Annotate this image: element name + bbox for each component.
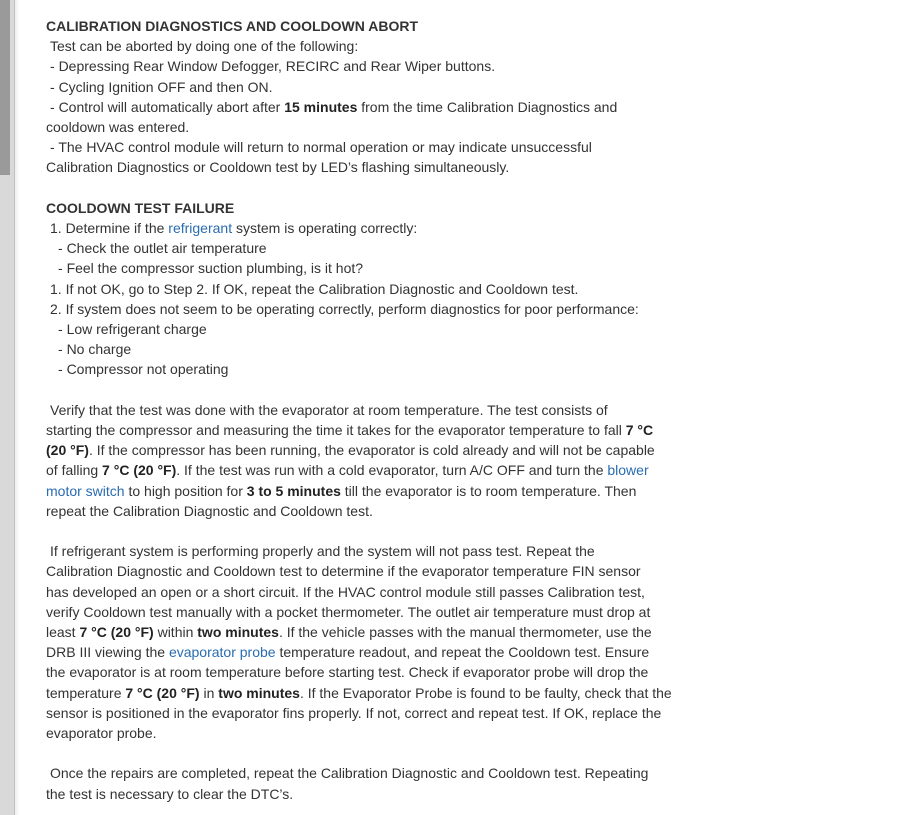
paragraph-line: evaporator probe.	[46, 725, 157, 742]
abort-item-cont: Calibration Diagnostics or Cooldown test by LED’s flashing simultaneously.	[46, 159, 510, 176]
spacer	[46, 380, 676, 400]
scrollbar-thumb[interactable]	[0, 0, 10, 175]
failure-substep: - No charge	[58, 341, 132, 358]
evaporator-probe-link[interactable]: evaporator probe	[168, 644, 276, 661]
blower-motor-switch-link[interactable]: blower	[607, 462, 649, 479]
divider-shadow	[14, 0, 20, 815]
paragraph-line: Once the repairs are completed, repeat the Calibration Diagnostic and Cooldown test. Repeating	[50, 765, 649, 782]
paragraph-line: Calibration Diagnostic and Cooldown test to determine if the evaporator temperature FIN sensor	[46, 563, 641, 580]
failure-substep: - Check the outlet air temperature	[58, 240, 267, 257]
spacer	[46, 521, 676, 541]
paragraph-line: temperature 7 °C (20 °F) in two minutes. If the Evaporator Probe is found to be faulty, check that the	[46, 684, 672, 701]
abort-item: - The HVAC control module will return to normal operation or may indicate unsuccessful	[50, 139, 592, 156]
paragraph-line: has developed an open or a short circuit. If the HVAC control module still passes Calibration test,	[46, 583, 645, 600]
abort-item: - Cycling Ignition OFF and then ON.	[50, 78, 273, 95]
paragraph-line: Verify that the test was done with the evaporator at room temperature. The test consists of	[50, 401, 608, 418]
refrigerant-link[interactable]: refrigerant	[168, 220, 233, 237]
abort-item-cont: cooldown was entered.	[46, 119, 190, 136]
failure-substep: - Feel the compressor suction plumbing, is it hot?	[58, 260, 364, 277]
paragraph-line: least 7 °C (20 °F) within two minutes. If the vehicle passes with the manual thermometer, use the	[46, 624, 652, 641]
section-title-abort: CALIBRATION DIAGNOSTICS AND COOLDOWN ABORT	[46, 18, 419, 34]
abort-item: - Depressing Rear Window Defogger, RECIRC and Rear Wiper buttons.	[50, 58, 496, 75]
left-scrollbar[interactable]	[0, 0, 15, 815]
failure-step: 1. Determine if the refrigerant system is operating correctly:	[50, 220, 418, 237]
abort-intro: Test can be aborted by doing one of the following:	[50, 38, 359, 55]
blower-motor-switch-link[interactable]: motor switch	[46, 482, 125, 499]
paragraph-line: verify Cooldown test manually with a pocket thermometer. The outlet air temperature must drop at	[46, 603, 651, 620]
paragraph-line: motor switch to high position for 3 to 5 minutes till the evaporator is to room temperature. Then	[46, 482, 637, 499]
spacer	[46, 178, 676, 198]
failure-substep: - Low refrigerant charge	[58, 321, 207, 338]
abort-item: - Control will automatically abort after 15 minutes from the time Calibration Diagnostics and	[50, 98, 618, 115]
paragraph-line: (20 °F). If the compressor has been running, the evaporator is cold already and will not be capable	[46, 442, 655, 459]
document-body	[46, 16, 676, 804]
section-title-failure: COOLDOWN TEST FAILURE	[46, 199, 235, 216]
paragraph-line: the test is necessary to clear the DTC’s.	[46, 785, 294, 802]
paragraph-line: repeat the Calibration Diagnostic and Cooldown test.	[46, 502, 373, 519]
paragraph-line: the evaporator is at room temperature before starting test. Check if evaporator probe will drop the	[46, 664, 649, 681]
paragraph-line: of falling 7 °C (20 °F). If the test was run with a cold evaporator, turn A/C OFF and turn the blower	[46, 462, 649, 479]
failure-step: 1. If not OK, go to Step 2. If OK, repeat the Calibration Diagnostic and Cooldown test.	[50, 280, 579, 297]
failure-step: 2. If system does not seem to be operating correctly, perform diagnostics for poor performance:	[50, 300, 639, 317]
paragraph-line: starting the compressor and measuring the time it takes for the evaporator temperature to fall 7 °C	[46, 422, 654, 439]
failure-substep: - Compressor not operating	[58, 361, 229, 378]
spacer	[46, 743, 676, 763]
paragraph-line: sensor is positioned in the evaporator fins properly. If not, correct and repeat test. If OK, replace the	[46, 704, 662, 721]
paragraph-line: If refrigerant system is performing properly and the system will not pass test. Repeat the	[50, 543, 595, 560]
paragraph-line: DRB III viewing the evaporator probe temperature readout, and repeat the Cooldown test. Ensure	[46, 644, 650, 661]
